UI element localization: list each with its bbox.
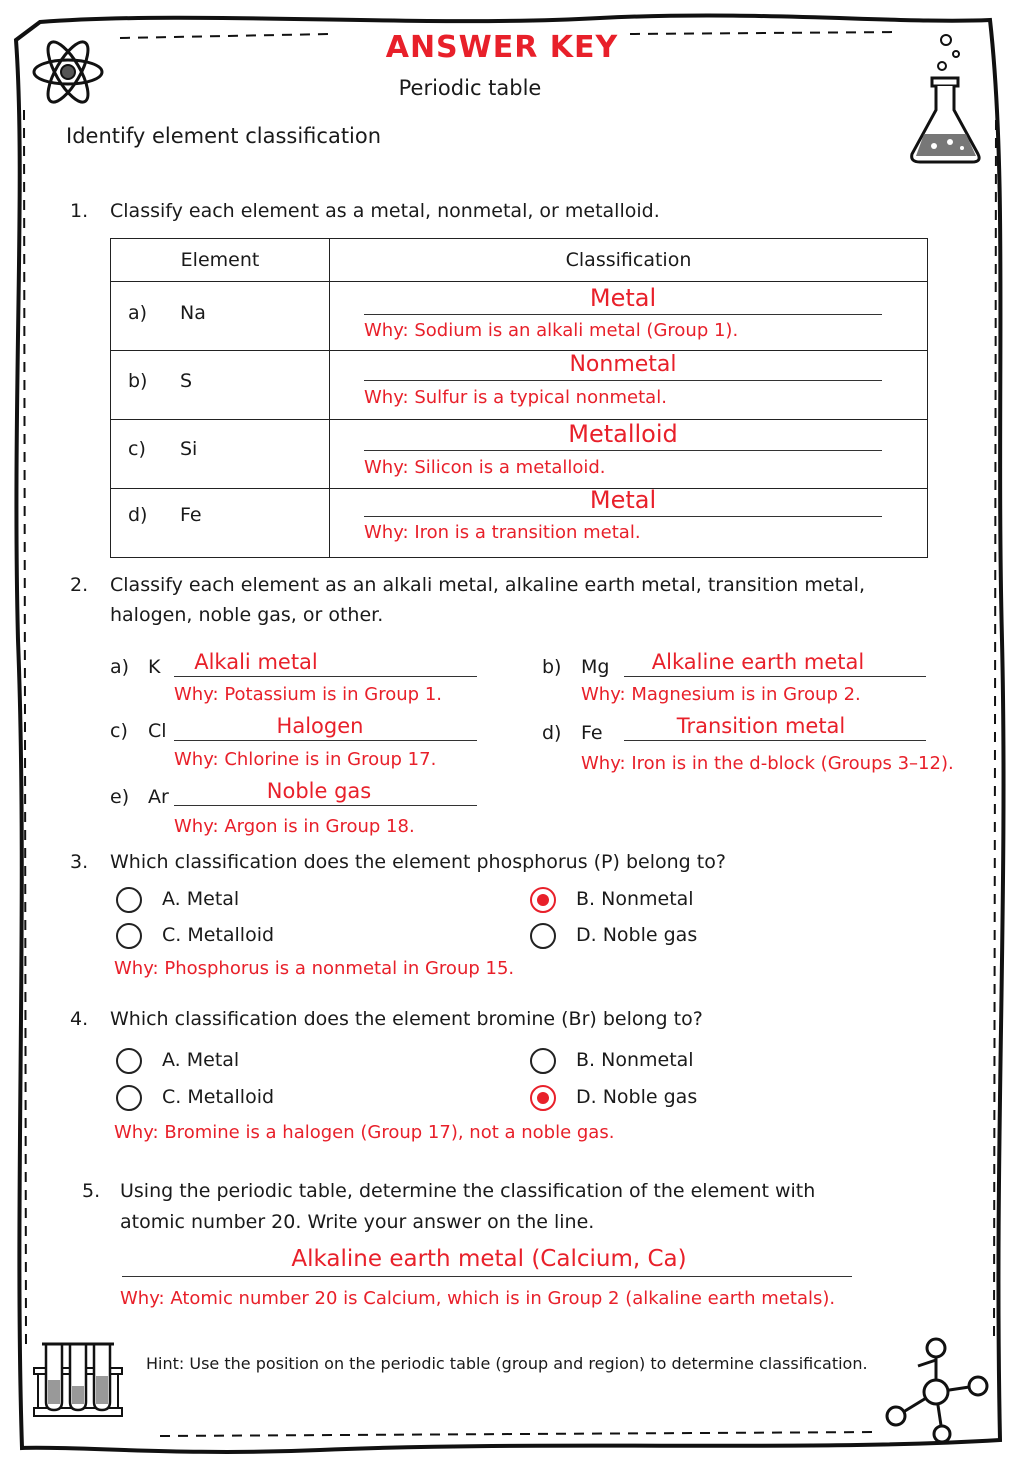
item-element: Mg [581, 656, 610, 678]
q3-option-b[interactable]: B. Nonmetal [576, 888, 694, 910]
item-element: Ar [148, 786, 169, 808]
test-tubes-icon [30, 1336, 126, 1428]
row-why: Why: Sodium is an alkali metal (Group 1). [364, 320, 739, 341]
page-title: ANSWER KEY [385, 30, 619, 65]
q5-answer: Alkaline earth metal (Calcium, Ca) [291, 1246, 687, 1272]
q3-text: Which classification does the element phosphorus (P) belong to? [110, 851, 726, 873]
q3-option-b-radio[interactable] [530, 887, 556, 913]
q3-number: 3. [70, 851, 89, 873]
row-why: Why: Silicon is a metalloid. [364, 457, 606, 478]
q4-option-b[interactable]: B. Nonmetal [576, 1049, 694, 1071]
item-element: Cl [148, 720, 167, 742]
col-element-header: Element [111, 239, 330, 282]
row-why: Why: Sulfur is a typical nonmetal. [364, 387, 667, 408]
row-answer: Metal [589, 486, 657, 514]
item-why: Why: Magnesium is in Group 2. [581, 684, 861, 705]
q1-number: 1. [70, 200, 89, 222]
q1-text: Classify each element as a metal, nonmetal, or metalloid. [110, 200, 660, 222]
row-answer: Nonmetal [569, 352, 677, 377]
q4-option-b-radio[interactable] [530, 1048, 556, 1074]
item-answer: Noble gas [266, 779, 372, 803]
row-answer: Metalloid [568, 420, 678, 448]
q2-text-line1: Classify each element as an alkali metal, alkaline earth metal, transition metal, [110, 574, 865, 596]
q3-option-c[interactable]: C. Metalloid [162, 924, 275, 946]
item-element: K [148, 656, 161, 678]
q5-text-line2: atomic number 20. Write your answer on the line. [120, 1211, 595, 1233]
item-element: Fe [581, 722, 603, 744]
item-letter: e) [110, 786, 130, 808]
row-letter: d) [128, 504, 148, 526]
q4-text: Which classification does the element bromine (Br) belong to? [110, 1008, 703, 1030]
item-letter: d) [542, 722, 562, 744]
item-letter: c) [110, 720, 128, 742]
section-title: Identify element classification [66, 124, 382, 148]
item-answer: Alkaline earth metal [651, 650, 865, 674]
q4-option-a[interactable]: A. Metal [162, 1049, 240, 1071]
item-why: Why: Potassium is in Group 1. [174, 684, 442, 705]
item-letter: b) [542, 656, 562, 678]
q3-option-d[interactable]: D. Noble gas [576, 924, 698, 946]
q4-number: 4. [70, 1008, 89, 1030]
q3-option-d-radio[interactable] [530, 923, 556, 949]
row-element: Fe [180, 504, 202, 526]
item-why: Why: Argon is in Group 18. [174, 816, 415, 837]
q3-option-a-radio[interactable] [116, 887, 142, 913]
q4-option-a-radio[interactable] [116, 1048, 142, 1074]
q5-text-line1: Using the periodic table, determine the classification of the element with [120, 1180, 816, 1202]
row-letter: b) [128, 370, 148, 392]
hint-text: Hint: Use the position on the periodic table (group and region) to determine classification. [146, 1354, 868, 1373]
item-why: Why: Chlorine is in Group 17. [174, 749, 437, 770]
q4-why: Why: Bromine is a halogen (Group 17), not a noble gas. [114, 1122, 615, 1143]
item-why: Why: Iron is in the d-block (Groups 3–12). [581, 753, 954, 774]
q2-text-line2: halogen, noble gas, or other. [110, 604, 384, 626]
q4-option-c-radio[interactable] [116, 1085, 142, 1111]
q5-why: Why: Atomic number 20 is Calcium, which is in Group 2 (alkaline earth metals). [120, 1288, 836, 1309]
row-answer: Metal [589, 284, 657, 312]
row-element: S [180, 370, 193, 392]
row-letter: c) [128, 438, 146, 460]
q3-option-c-radio[interactable] [116, 923, 142, 949]
q4-option-d[interactable]: D. Noble gas [576, 1086, 698, 1108]
molecule-icon [880, 1336, 990, 1446]
item-letter: a) [110, 656, 130, 678]
row-element: Na [180, 302, 206, 324]
page-subtitle: Periodic table [398, 76, 542, 100]
q3-option-a[interactable]: A. Metal [162, 888, 240, 910]
item-answer: Halogen [276, 714, 364, 738]
col-classification-header: Classification [330, 239, 928, 282]
item-answer: Transition metal [676, 714, 846, 738]
q3-why: Why: Phosphorus is a nonmetal in Group 15. [114, 958, 515, 979]
q5-number: 5. [82, 1180, 101, 1202]
row-letter: a) [128, 302, 148, 324]
q4-option-c[interactable]: C. Metalloid [162, 1086, 275, 1108]
row-element: Si [180, 438, 198, 460]
row-why: Why: Iron is a transition metal. [364, 522, 641, 543]
q4-option-d-radio[interactable] [530, 1085, 556, 1111]
q2-number: 2. [70, 574, 89, 596]
item-answer: Alkali metal [194, 650, 318, 674]
